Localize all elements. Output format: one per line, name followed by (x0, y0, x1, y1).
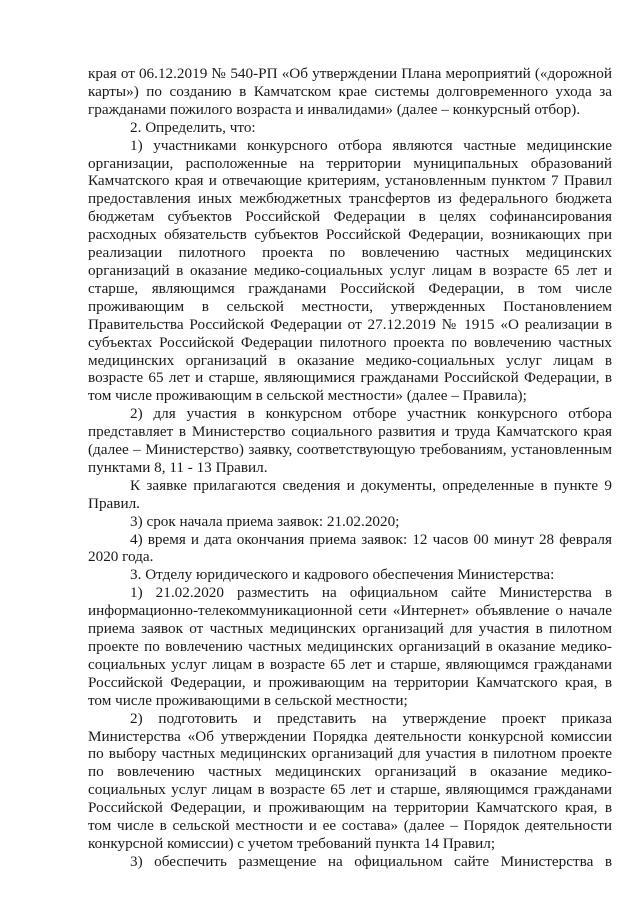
document-line: по вовлечению частных медицинских организаций в оказание медико- (88, 763, 612, 781)
document-line: информационно-телекоммуникационной сети «Интернет» объявление о начале (88, 602, 612, 620)
document-line: (далее – Министерство) заявку, соответствующую требованиям, установленным (88, 441, 612, 459)
document-line: Министерства «Об утверждении Порядка деятельности конкурсной комиссии (88, 727, 612, 745)
document-line: организации, расположенные на территории муниципальных образований (88, 154, 612, 172)
document-line: конкурсной комиссии) с учетом требований пункта 14 Правил; (88, 834, 496, 852)
document-line: возрасте 65 лет и старше, являющимися гражданами Российской Федерации, в (88, 369, 612, 387)
document-line: 2) для участия в конкурсном отборе участник конкурсного отбора (130, 405, 612, 423)
document-line: реализации пилотного проекта по вовлечению частных медицинских (88, 244, 612, 262)
document-line: карты») по созданию в Камчатском крае системы долговременного ухода за (88, 82, 612, 100)
document-line: субъектах Российской Федерации пилотного проекта по вовлечению частных (88, 333, 612, 351)
document-line: предоставления иных межбюджетных трансфертов из федерального бюджета (88, 190, 612, 208)
document-line: организаций в оказание медико-социальных услуг лицам в возрасте 65 лет и (88, 261, 612, 279)
document-line: проживающим в сельской местности, утвержденных Постановлением (88, 297, 612, 315)
document-line: Правительства Российской Федерации от 27.12.2019 № 1915 «О реализации в (88, 315, 612, 333)
document-line: социальных услуг лицам в возрасте 65 лет и старше, являющимся гражданами (88, 655, 612, 673)
document-line: старше, являющимся гражданами Российской Федерации, в том числе (88, 279, 612, 297)
document-line: 4) время и дата окончания приема заявок: 12 часов 00 минут 28 февраля (130, 530, 612, 548)
document-line: гражданами пожилого возраста и инвалидами» (далее – конкурсный отбор). (88, 100, 581, 118)
document-line: бюджетам субъектов Российской Федерации в целях софинансирования (88, 208, 612, 226)
document-line: 2) подготовить и представить на утверждение проект приказа (130, 709, 612, 727)
document-line: 3) срок начала приема заявок: 21.02.2020; (130, 512, 400, 530)
document-line: Российской Федерации, и проживающим на территории Камчатского края, в (88, 799, 612, 817)
document-line: том числе проживающими в сельской местности; (88, 691, 408, 709)
document-line: 3. Отделу юридического и кадрового обеспечения Министерства: (130, 566, 555, 584)
document-line: 1) участниками конкурсного отбора являются частные медицинские (130, 136, 612, 154)
document-line: пунктами 8, 11 - 13 Правил. (88, 458, 268, 476)
document-line: представляет в Министерство социального развития и труда Камчатского края (88, 423, 612, 441)
document-line: том числе проживающим в сельской местности» (далее – Правила); (88, 387, 527, 405)
document-line: медицинских организаций в оказание медико-социальных услуг лицам в (88, 351, 612, 369)
document-line: К заявке прилагаются сведения и документы, определенные в пункте 9 (130, 476, 612, 494)
document-line: расходных обязательств субъектов Российской Федерации, возникающих при (88, 226, 612, 244)
document-line: Правил. (88, 494, 140, 512)
document-line: края от 06.12.2019 № 540-РП «Об утверждении Плана мероприятий («дорожной (88, 65, 612, 82)
document-body (88, 65, 612, 871)
document-line: социальных услуг лицам в возрасте 65 лет и старше, являющимся гражданами (88, 781, 612, 799)
document-line: том числе в сельской местности и ее состава» (далее – Порядок деятельности (88, 817, 612, 835)
document-line: по выбору частных медицинских организаций для участия в пилотном проекте (88, 745, 612, 763)
document-line: 3) обеспечить размещение на официальном сайте Министерства в (130, 852, 612, 870)
document-line: 1) 21.02.2020 разместить на официальном сайте Министерства в (130, 584, 612, 602)
document-line: приема заявок от частных медицинских организаций для участия в пилотном (88, 620, 612, 638)
document-line: Камчатского края и отвечающие критериям, установленным пунктом 7 Правил (88, 172, 612, 190)
document-line: 2020 года. (88, 548, 154, 566)
document-line: 2. Определить, что: (130, 118, 256, 136)
document-line: проекте по вовлечению частных медицинских организаций в оказание медико- (88, 638, 612, 655)
document-line: Российской Федерации, и проживающим на территории Камчатского края, в (88, 673, 612, 691)
